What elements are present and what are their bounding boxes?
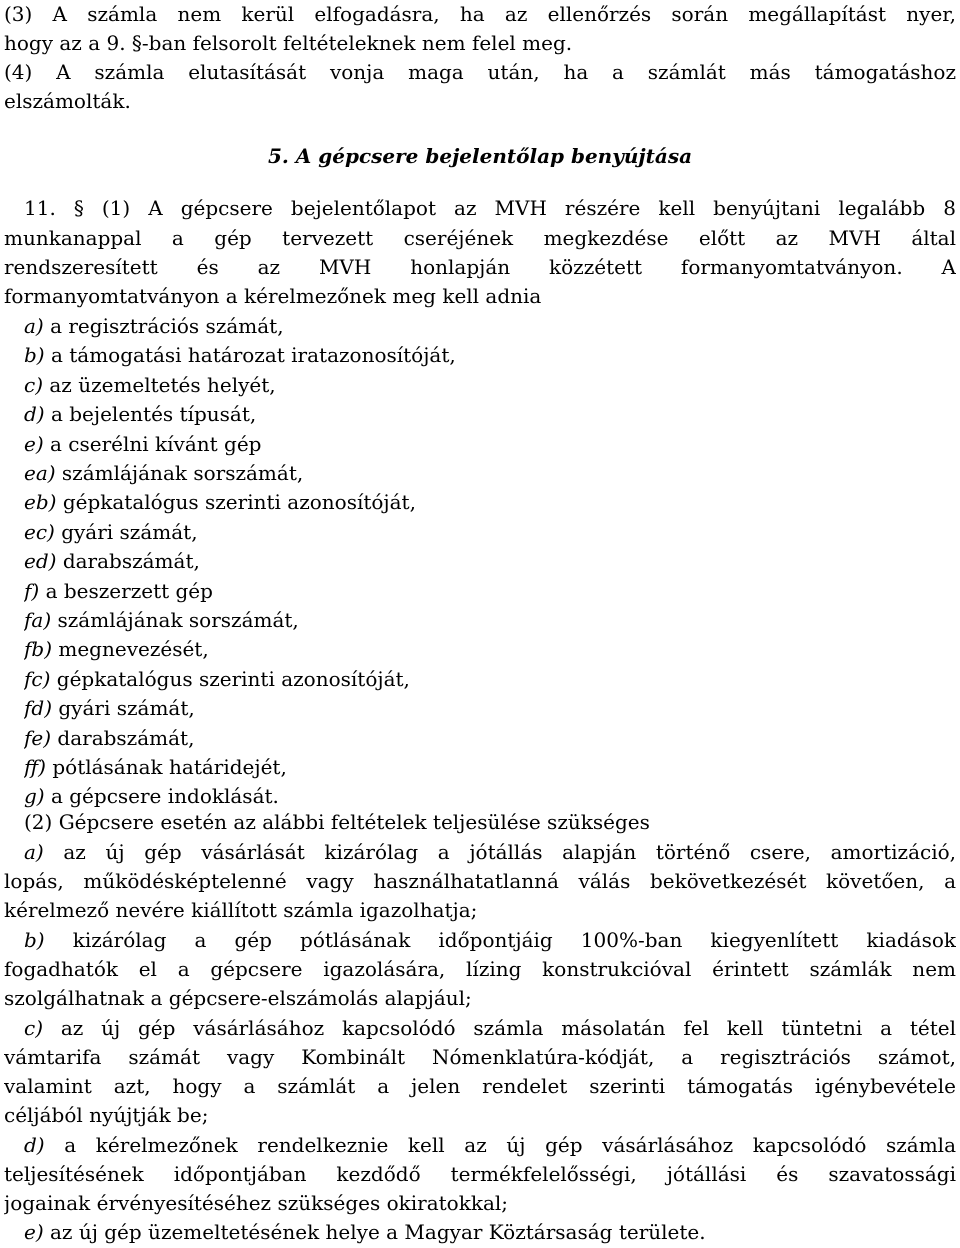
condition-a-line-3: kérelmező nevére kiállított számla igazolhatja; xyxy=(4,898,478,922)
condition-text: az új gép üzemeltetésének helye a Magyar Köztársaság területe. xyxy=(50,1220,706,1244)
list-item-text: a gépcsere indoklását. xyxy=(50,784,279,808)
list-item-text: pótlásának határidejét, xyxy=(52,755,287,779)
list-item xyxy=(24,312,956,341)
condition-label: c) xyxy=(24,1016,44,1040)
condition-label: b) xyxy=(24,928,45,952)
list-item-label: g) xyxy=(24,784,45,808)
condition-d-line-3: jogainak érvényesítéséhez szükséges okiratokkal; xyxy=(4,1191,509,1215)
paragraph-4-line-2: elszámolták. xyxy=(4,89,131,113)
list-item xyxy=(24,518,956,547)
list-item-text: gyári számát, xyxy=(61,520,198,544)
list-item-text: számlájának sorszámát, xyxy=(61,461,304,485)
condition-e-line-1 xyxy=(24,1218,956,1247)
section-11-line-2: munkanappal a gép tervezett cseréjének megkezdése előtt az MVH által xyxy=(4,226,956,250)
condition-d-line-1 xyxy=(24,1131,956,1160)
list-item-text: a cserélni kívánt gép xyxy=(50,432,262,456)
list-item-text: darabszámát, xyxy=(62,549,200,573)
list-item xyxy=(24,547,956,576)
condition-b-line-2: fogadhatók el a gépcsere igazolására, lízing konstrukcióval érintett számlák nem xyxy=(4,957,956,981)
list-item xyxy=(24,635,956,664)
list-item xyxy=(24,665,956,694)
condition-label: a) xyxy=(24,840,44,864)
list-item xyxy=(24,371,956,400)
section-11-line-4: formanyomtatványon a kérelmezőnek meg kell adnia xyxy=(4,284,542,308)
list-item-text: megnevezését, xyxy=(58,637,209,661)
condition-d-line-2: teljesítésének időpontjában kezdődő termékfelelősségi, jótállási és szavatossági xyxy=(4,1162,956,1186)
condition-a-line-2: lopás, működésképtelenné vagy használhatatlanná válás bekövetkezését követően, a xyxy=(4,869,956,893)
condition-text: kizárólag a gép pótlásának időpontjáig 100%-ban kiegyenlített kiadások xyxy=(72,928,956,952)
paragraph-3-line-2: hogy az a 9. §-ban felsorolt feltételeknek nem felel meg. xyxy=(4,31,573,55)
list-item xyxy=(24,694,956,723)
list-item-label: a) xyxy=(24,314,44,338)
condition-a-line-1 xyxy=(24,838,956,867)
list-item xyxy=(24,459,956,488)
condition-text: az új gép vásárlásához kapcsolódó számla másolatán fel kell tüntetni a tétel xyxy=(60,1016,956,1040)
condition-text: a kérelmezőnek rendelkeznie kell az új gép vásárlásához kapcsolódó számla xyxy=(64,1133,956,1157)
list-item-label: c) xyxy=(24,373,44,397)
list-item xyxy=(24,724,956,753)
condition-c-line-3: valamint azt, hogy a számlát a jelen rendelet szerinti támogatás igénybevétele xyxy=(4,1074,956,1098)
list-item xyxy=(24,400,956,429)
list-item-text: a támogatási határozat iratazonosítóját, xyxy=(50,343,456,367)
paragraph-2-intro: (2) Gépcsere esetén az alábbi feltételek teljesülése szükséges xyxy=(24,810,650,834)
list-item-text: a beszerzett gép xyxy=(45,579,213,603)
list-item-label: fc) xyxy=(24,667,51,691)
list-item-text: a regisztrációs számát, xyxy=(50,314,284,338)
list-item xyxy=(24,606,956,635)
list-item-label: fe) xyxy=(24,726,52,750)
list-item-label: ed) xyxy=(24,549,57,573)
condition-label: d) xyxy=(24,1133,45,1157)
list-item-text: az üzemeltetés helyét, xyxy=(49,373,276,397)
condition-c-line-4: céljából nyújtják be; xyxy=(4,1103,209,1127)
list-item xyxy=(24,430,956,459)
section-11-line-1: 11. § (1) A gépcsere bejelentőlapot az MVH részére kell benyújtani legalább 8 xyxy=(24,196,956,220)
condition-b-line-3: szolgálhatnak a gépcsere-elszámolás alapjául; xyxy=(4,986,472,1010)
list-item xyxy=(24,577,956,606)
paragraph-3-line-1: (3) A számla nem kerül elfogadásra, ha az ellenőrzés során megállapítást nyer, xyxy=(4,2,956,26)
list-item-text: gépkatalógus szerinti azonosítóját, xyxy=(62,490,416,514)
list-item-label: f) xyxy=(24,579,40,603)
list-item xyxy=(24,753,956,782)
condition-b-line-1 xyxy=(24,926,956,955)
list-item-label: fd) xyxy=(24,696,53,720)
list-item-label: ff) xyxy=(24,755,46,779)
section-11-line-3: rendszeresített és az MVH honlapján közzétett formanyomtatványon. A xyxy=(4,255,956,279)
list-item-text: számlájának sorszámát, xyxy=(57,608,299,632)
list-item-text: darabszámát, xyxy=(57,726,195,750)
list-item-label: ea) xyxy=(24,461,56,485)
list-item-label: ec) xyxy=(24,520,55,544)
list-item-text: a bejelentés típusát, xyxy=(50,402,257,426)
section-heading: 5. A gépcsere bejelentőlap benyújtása xyxy=(267,144,693,168)
list-item-label: fb) xyxy=(24,637,53,661)
list-item-text: gyári számát, xyxy=(58,696,195,720)
list-item-label: e) xyxy=(24,432,44,456)
list-item xyxy=(24,488,956,517)
list-item-label: b) xyxy=(24,343,45,367)
condition-label: e) xyxy=(24,1220,44,1244)
list-item-label: d) xyxy=(24,402,45,426)
list-item-label: fa) xyxy=(24,608,52,632)
list-item xyxy=(24,341,956,370)
list-item-label: eb) xyxy=(24,490,57,514)
list-item-text: gépkatalógus szerinti azonosítóját, xyxy=(56,667,410,691)
condition-text: az új gép vásárlását kizárólag a jótállás alapján történő csere, amortizáció, xyxy=(63,840,956,864)
list-item xyxy=(24,782,956,811)
condition-c-line-2: vámtarifa számát vagy Kombinált Nómenklatúra-kódját, a regisztrációs számot, xyxy=(4,1045,956,1069)
condition-c-line-1 xyxy=(24,1014,956,1043)
paragraph-4-line-1: (4) A számla elutasítását vonja maga után, ha a számlát más támogatáshoz xyxy=(4,60,956,84)
